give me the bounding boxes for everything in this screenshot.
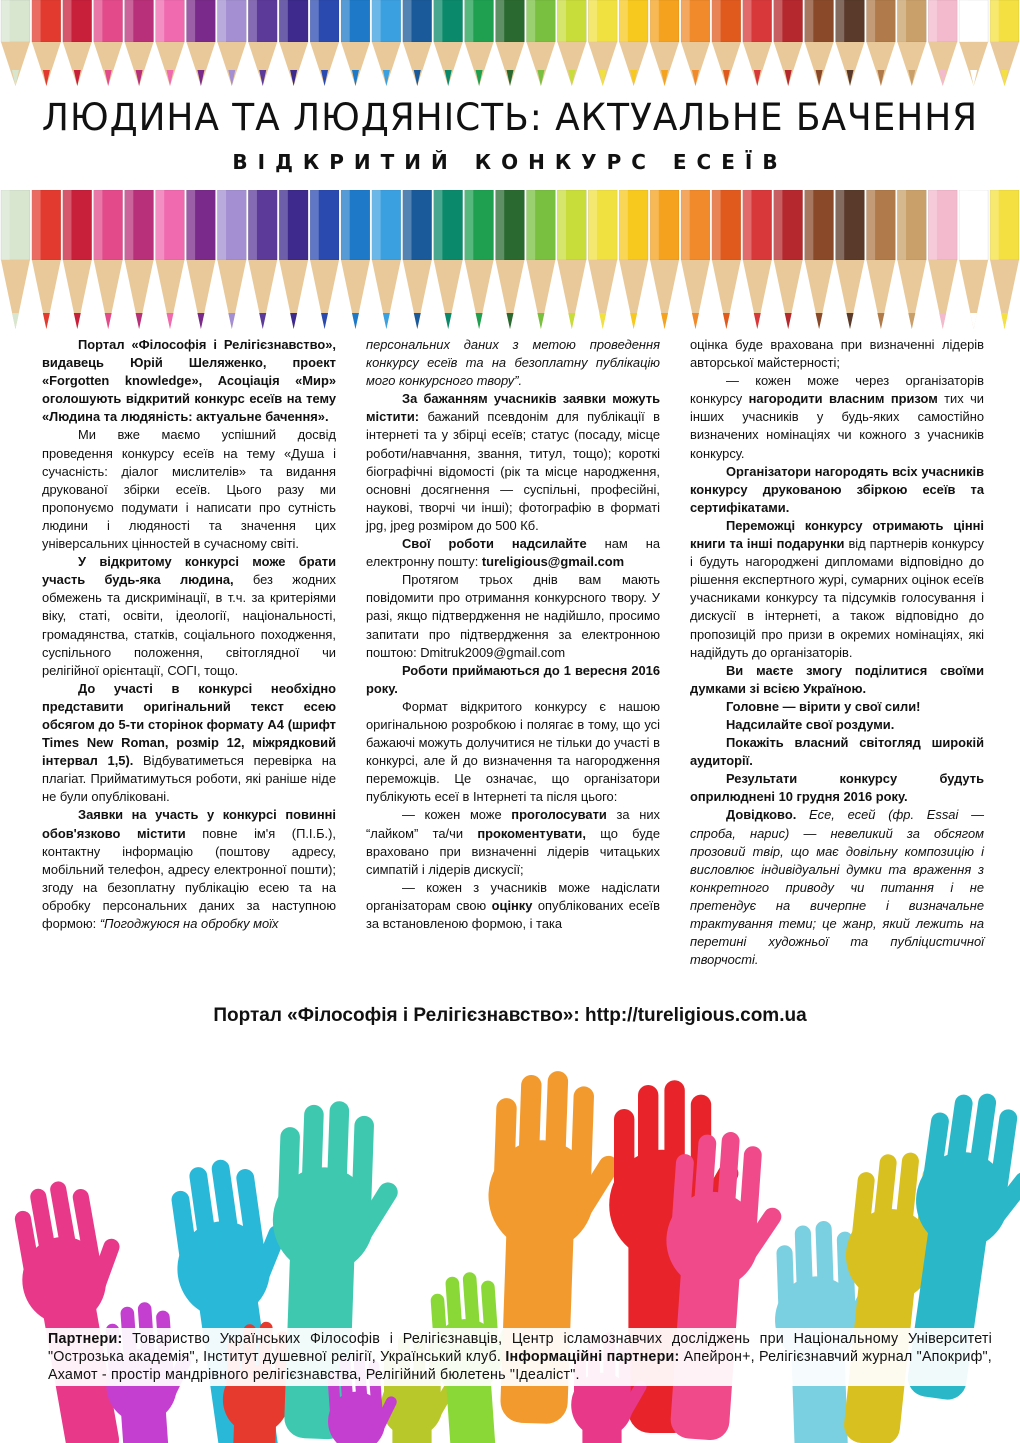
vote-bold-2: прокоментувати, bbox=[477, 825, 586, 841]
vote-text-2: за них “лайком” та/чи bbox=[366, 807, 660, 841]
pencil bbox=[681, 190, 710, 329]
pencil bbox=[403, 0, 432, 86]
pencil bbox=[588, 190, 617, 329]
pencil bbox=[619, 190, 648, 329]
pencil bbox=[928, 0, 957, 86]
results-bold: Результати конкурсу будуть оприлюднені 10 грудня 2016 року. bbox=[690, 771, 984, 805]
paragraph-results bbox=[690, 770, 984, 806]
pencil bbox=[217, 0, 246, 86]
pencil bbox=[650, 190, 679, 329]
winners-text: від партнерів конкурсу і будуть нагороджені дипломами відповідно до рішення експертного журі, сумарних оцінок есеїв учасниками конкурсу та підсумків голосування і дискусії в інтернеті, а також відповідно до пропозицій про призи в окремих номінаціях, які надійдуть до організаторів. bbox=[690, 536, 984, 660]
paragraph-requirements bbox=[42, 680, 336, 807]
pencil bbox=[681, 0, 710, 86]
pencil bbox=[774, 190, 803, 329]
info-partners-label: Інформаційні партнери: bbox=[505, 1349, 680, 1365]
pencil bbox=[897, 190, 926, 329]
send-bold: Надсилайте свої роздуми. bbox=[726, 716, 895, 732]
pencil bbox=[990, 0, 1019, 86]
pencil bbox=[866, 190, 895, 329]
own-prize-text-2: тих чи інших учасників у будь-яких самостійно визначених номінаціях чи кожного з учасників конкурсу. bbox=[690, 391, 984, 461]
pencil bbox=[279, 0, 308, 86]
awards-bold: Організатори нагородять всіх учасників конкурсу друкованою збіркою есеїв та сертифікатами. bbox=[690, 463, 984, 515]
pencil bbox=[743, 0, 772, 86]
requirements-bold: До участі в конкурсі необхідно представити оригінальний текст есею обсягом до 5-ти сторінок формату А4 (шрифт Times New Roman, розмір 12, міжрядковий інтервал 1,5). bbox=[42, 680, 336, 769]
pencil bbox=[403, 190, 432, 329]
vote-bold-1: проголосувати bbox=[511, 807, 607, 823]
pencil bbox=[248, 0, 277, 86]
pencil bbox=[526, 0, 555, 86]
vote-text-3: що буде враховано при визначенні лідерів читацьких симпатій і лідерів дискусії; bbox=[366, 825, 660, 877]
pencil bbox=[372, 190, 401, 329]
paragraph-share bbox=[690, 662, 984, 698]
optional-info-bold: За бажанням учасників заявки можуть містити: bbox=[366, 391, 660, 425]
believe-bold: Головне — вірити у свої сили! bbox=[726, 698, 921, 714]
pencil bbox=[743, 190, 772, 329]
article-columns bbox=[42, 336, 986, 969]
paragraph-own-prize bbox=[690, 372, 984, 462]
pencil bbox=[805, 190, 834, 329]
submit-bold: Свої роботи надсилайте bbox=[402, 536, 587, 552]
pencil bbox=[496, 0, 525, 86]
pencils-top-banner bbox=[0, 0, 1020, 92]
pencil bbox=[496, 190, 525, 329]
pencil bbox=[1, 0, 30, 86]
pencil bbox=[434, 190, 463, 329]
paragraph-vote bbox=[366, 806, 660, 878]
paragraph-awards bbox=[690, 463, 984, 517]
pencil bbox=[156, 0, 185, 86]
pencil bbox=[897, 0, 926, 86]
pencil bbox=[619, 0, 648, 86]
pencils-middle-image bbox=[0, 190, 1020, 335]
paragraph-rating bbox=[366, 879, 660, 933]
pencils-middle-banner bbox=[0, 190, 1020, 335]
submit-email-link[interactable]: tureligious@gmail.com bbox=[481, 554, 625, 570]
pencil bbox=[279, 190, 308, 329]
paragraph-application bbox=[42, 806, 336, 933]
own-prize-text-1: — кожен може через організаторів конкурсу bbox=[690, 373, 984, 407]
optional-info-text: бажаний псевдонім для публікації в інтернеті та у збірці есеїв; статус (посаду, місце роботи/навчання, звання, титул, тощо); короткі біографічні відомості (рік та місце народження, основні досягнення — суспільні, професійні, наукові, творчі чи інші); фотографію в форматі jpg, jpeg розміром до 500 Кб. bbox=[366, 409, 660, 533]
pencil bbox=[341, 190, 370, 329]
paragraph-reference bbox=[690, 806, 984, 969]
paragraph-confirmation: Протягом трьох днів вам мають повідомити про отримання конкурсного твору. У разі, якщо підтвердження не надійшло, просимо запитати про підтвердження за електронною поштою: Dmitruk2009@gmail.com bbox=[366, 572, 660, 660]
info-partners-text: Апейрон+, Релігієзнавчий журнал "Апокриф", Ахамот - простір мандрівного релігієзнавства, Релігійний бюлетень "Ідеаліст". bbox=[48, 1349, 992, 1383]
paragraph-show bbox=[690, 734, 984, 770]
partners-block bbox=[44, 1328, 996, 1386]
show-bold: Покажіть власний світогляд широкій аудиторії. bbox=[690, 735, 984, 769]
pencil bbox=[310, 190, 339, 329]
pencil bbox=[650, 0, 679, 86]
pencil bbox=[588, 0, 617, 86]
own-prize-bold: нагородити власним призом bbox=[748, 391, 938, 407]
application-bold: Заявки на участь у конкурсі повинні обов'язково містити bbox=[42, 807, 336, 841]
pencil bbox=[990, 190, 1019, 329]
vote-text-1: — кожен може bbox=[402, 807, 512, 823]
pencils-top-image bbox=[0, 0, 1020, 92]
pencil bbox=[94, 190, 123, 329]
paragraph-organizers bbox=[42, 336, 336, 426]
winners-bold: Переможці конкурсу отримають цінні книги та інші подарунки bbox=[690, 517, 984, 552]
pencil bbox=[32, 0, 61, 86]
organizers-text: Портал «Філософія і Релігієзнавство», видавець Юрій Шеляженко, проект «Forgotten knowledge», Асоціація «Мир» оголошують відкритий конкурс есеїв на тему «Людина та людяність: актуальне бачення». bbox=[42, 337, 336, 425]
column-1 bbox=[42, 336, 336, 969]
column-2 bbox=[366, 336, 660, 969]
page-title: ЛЮДИНА ТА ЛЮДЯНІСТЬ: АКТУАЛЬНЕ БАЧЕННЯ bbox=[41, 96, 979, 139]
pencil bbox=[125, 190, 154, 329]
pencil bbox=[836, 190, 865, 329]
pencil bbox=[928, 190, 957, 329]
paragraph-optional-info bbox=[366, 390, 660, 535]
paragraph-winners bbox=[690, 517, 984, 662]
pencil bbox=[526, 190, 555, 329]
pencil bbox=[248, 190, 277, 329]
pencil bbox=[186, 190, 215, 329]
pencil bbox=[156, 190, 185, 329]
pencil bbox=[465, 190, 494, 329]
deadline-text: Роботи приймаються до 1 вересня 2016 року. bbox=[366, 662, 660, 696]
pencil bbox=[186, 0, 215, 86]
application-text: повне ім'я (П.І.Б.), контактну інформацію (поштову адресу, мобільний телефон, адресу електронної пошти); згоду на безоплатну публікацію есею та на обробку персональних даних за наступною формою: bbox=[42, 825, 336, 931]
paragraph-deadline bbox=[366, 662, 660, 698]
pencil bbox=[866, 0, 895, 86]
pencil bbox=[959, 190, 988, 329]
pencil bbox=[372, 0, 401, 86]
rating-text-2: опублікованих есеїв за встановленою формою, і така bbox=[366, 897, 660, 931]
paragraph-submit bbox=[366, 535, 660, 571]
reference-bold: Довідково. bbox=[726, 807, 797, 823]
pencil bbox=[465, 0, 494, 86]
pencil bbox=[125, 0, 154, 86]
paragraph-experience: Ми вже маємо успішний досвід проведення конкурсу есеїв на тему «Душа і сучасність: діалог мислителів» та видання друкованої збірки есеїв. Цього разу ми пропонуємо подумати і написати про сутність людини і людяності та значення цих універсальних цінностей в сучасному світі. bbox=[42, 427, 336, 552]
pencil bbox=[63, 190, 92, 329]
pencil bbox=[959, 0, 988, 86]
pencil bbox=[63, 0, 92, 86]
pencil bbox=[712, 190, 741, 329]
pencil bbox=[434, 0, 463, 86]
participation-bold: У відкритому конкурсі може брати участь будь-яка людина, bbox=[42, 554, 336, 588]
consent-formula-start: “Погоджуюся на обробку моїх bbox=[99, 916, 279, 931]
pencil bbox=[32, 190, 61, 329]
pencil bbox=[774, 0, 803, 86]
partners-label: Партнери: bbox=[48, 1331, 123, 1347]
pencil bbox=[557, 190, 586, 329]
pencil bbox=[341, 0, 370, 86]
pencil bbox=[836, 0, 865, 86]
rating-bold: оцінку bbox=[491, 897, 533, 913]
participation-text: без жодних обмежень та дискримінації, в т.ч. за критеріями віку, статі, освіти, ідеології, національності, громадянства, статків, соціального походження, суспільного положення, світоглядної чи релігійної орієнтації, СОГІ, тощо. bbox=[42, 572, 336, 678]
pencil bbox=[557, 0, 586, 86]
paragraph-participation bbox=[42, 553, 336, 680]
requirements-text: Відбуватиметься перевірка на плагіат. Прийматимуться роботи, які раніше ніде не були опубліковані. bbox=[42, 753, 336, 805]
pencil bbox=[217, 190, 246, 329]
paragraph-format: Формат відкритого конкурсу є нашою оригінальною розробкою і полягає в тому, що усі бажаючі можуть долучитися не тільки до участі в конкурсі, але й до визначення та нагородження переможців. Це означає, що організатори публікують есеї в Інтернеті та після цього: bbox=[366, 698, 660, 805]
portal-url-line[interactable]: Портал «Філософія і Релігієзнавство»: http://tureligious.com.ua bbox=[213, 1005, 807, 1026]
pencil bbox=[310, 0, 339, 86]
rating-text-1: — кожен з учасників може надіслати організаторам свою bbox=[366, 879, 660, 913]
page-subtitle: ВІДКРИТИЙ КОНКУРС ЕСЕЇВ bbox=[232, 150, 788, 174]
paragraph-believe bbox=[690, 698, 984, 716]
consent-formula-end: персональних даних з метою проведення конкурсу есеїв та на безоплатну публікацію мого конкурсного твору”. bbox=[366, 337, 660, 389]
paragraph-send bbox=[690, 716, 984, 734]
pencil bbox=[712, 0, 741, 86]
partners-text: Товариство Українських Філософів і Релігієзнавців, Центр ісламознавчих досліджень при Національному Університеті "Острозька академія", Інститут душевної релігії, Український клуб. bbox=[48, 1331, 992, 1365]
paragraph-rating-cont: оцінка буде врахована при визначенні лідерів авторської майстерності; bbox=[690, 337, 984, 371]
column-3 bbox=[690, 336, 984, 969]
submit-text: нам на електронну пошту: bbox=[366, 536, 660, 570]
pencil bbox=[1, 190, 30, 329]
pencil bbox=[805, 0, 834, 86]
reference-italic: Есе, есей (фр. Essai — спроба, нарис) — невеликий за обсягом прозовий твір, що має довільну композицію і висловлює індивідуальні думки та враження з конкретного приводу чи питання і не претендує на вичерпне і визначальне трактування теми; це жанр, який лежить на перетині художньої та публіцистичної творчості. bbox=[690, 807, 984, 968]
share-bold: Ви маєте змогу поділитися своїми думками зі всією Україною. bbox=[690, 662, 984, 696]
pencil bbox=[94, 0, 123, 86]
